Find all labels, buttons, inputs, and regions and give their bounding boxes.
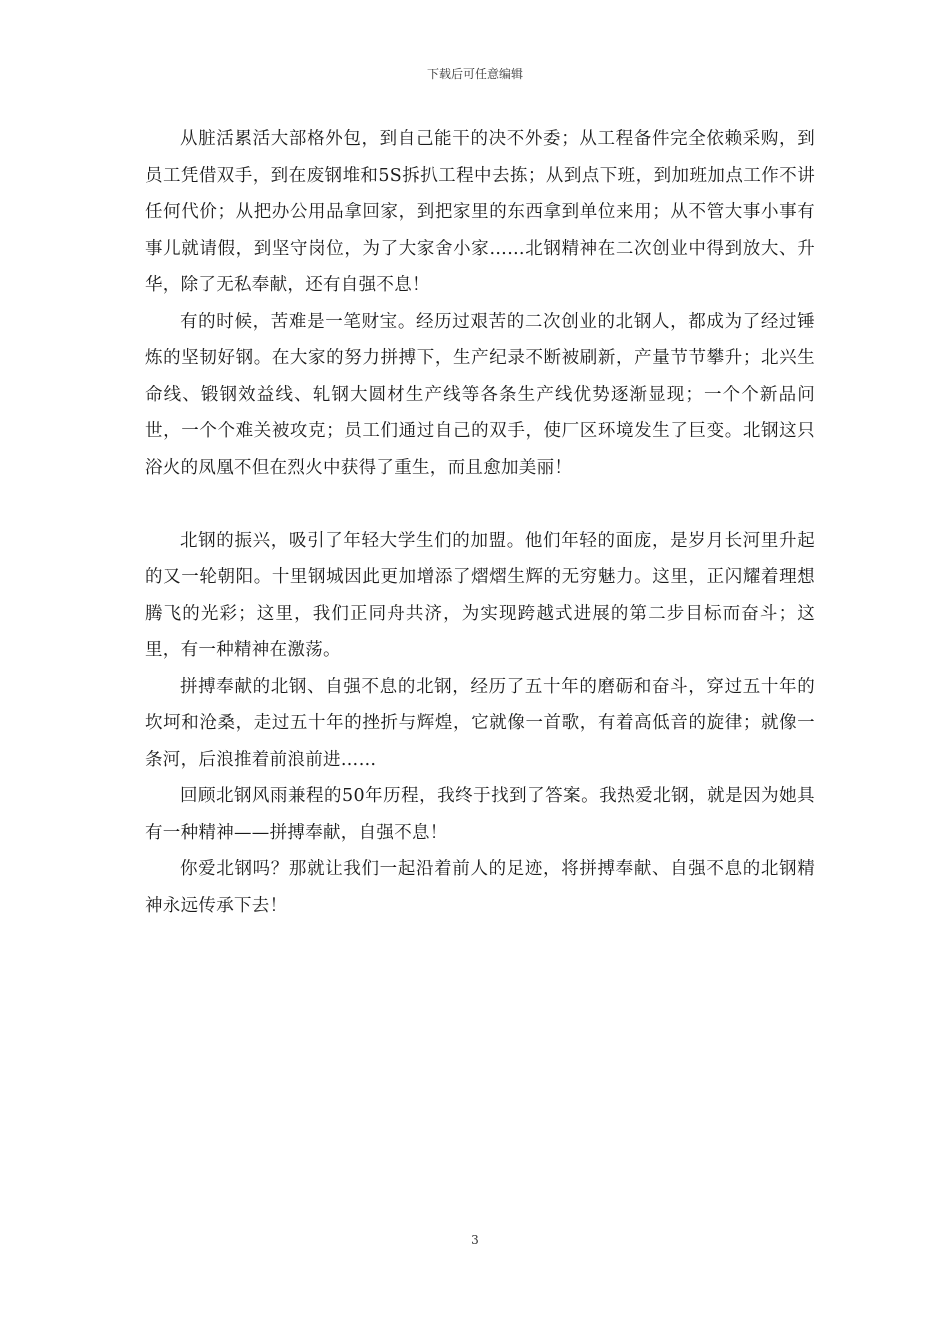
blank-line [145, 486, 815, 523]
document-body [145, 121, 815, 924]
paragraph-3: 北钢的振兴，吸引了年轻大学生们的加盟。他们年轻的面庞，是岁月长河里升起的又一轮朝阳。十里钢城因此更加增添了熠熠生辉的无穷魅力。这里，正闪耀着理想腾飞的光彩；这里，我们正同舟共济，为实现跨越式进展的第二步目标而奋斗；这里，有一种精神在激荡。 [145, 530, 815, 660]
paragraph-1: 从脏活累活大部格外包，到自己能干的决不外委；从工程备件完全依赖采购，到员工凭借双手，到在废钢堆和5S拆扒工程中去拣；从到点下班，到加班加点工作不讲任何代价；从把办公用品拿回家，到把家里的东西拿到单位来用；从不管大事小事有事儿就请假，到坚守岗位，为了大家舍小家……北钢精神在二次创业中得到放大、升华，除了无私奉献，还有自强不息！ [145, 129, 815, 295]
paragraph-6: 你爱北钢吗？那就让我们一起沿着前人的足迹，将拼搏奉献、自强不息的北钢精神永远传承下去！ [145, 859, 815, 916]
paragraph-5: 回顾北钢风雨兼程的50年历程，我终于找到了答案。我热爱北钢，就是因为她具有一种精神——拼搏奉献，自强不息！ [145, 786, 815, 843]
paragraph-4: 拼搏奉献的北钢、自强不息的北钢，经历了五十年的磨砺和奋斗，穿过五十年的坎坷和沧桑，走过五十年的挫折与辉煌，它就像一首歌，有着高低音的旋律；就像一条河，后浪推着前浪前进…… [145, 676, 815, 770]
paragraph-2: 有的时候，苦难是一笔财宝。经历过艰苦的二次创业的北钢人，都成为了经过锤炼的坚韧好钢。在大家的努力拼搏下，生产纪录不断被刷新，产量节节攀升；北兴生命线、锻钢效益线、轧钢大圆材生产线等各条生产线优势逐渐显现；一个个新品问世，一个个难关被攻克；员工们通过自己的双手，使厂区环境发生了巨变。北钢这只浴火的凤凰不但在烈火中获得了重生，而且愈加美丽！ [145, 311, 815, 478]
page-header: 下载后可任意编辑 [426, 67, 523, 81]
page-number: 3 [471, 1233, 479, 1247]
